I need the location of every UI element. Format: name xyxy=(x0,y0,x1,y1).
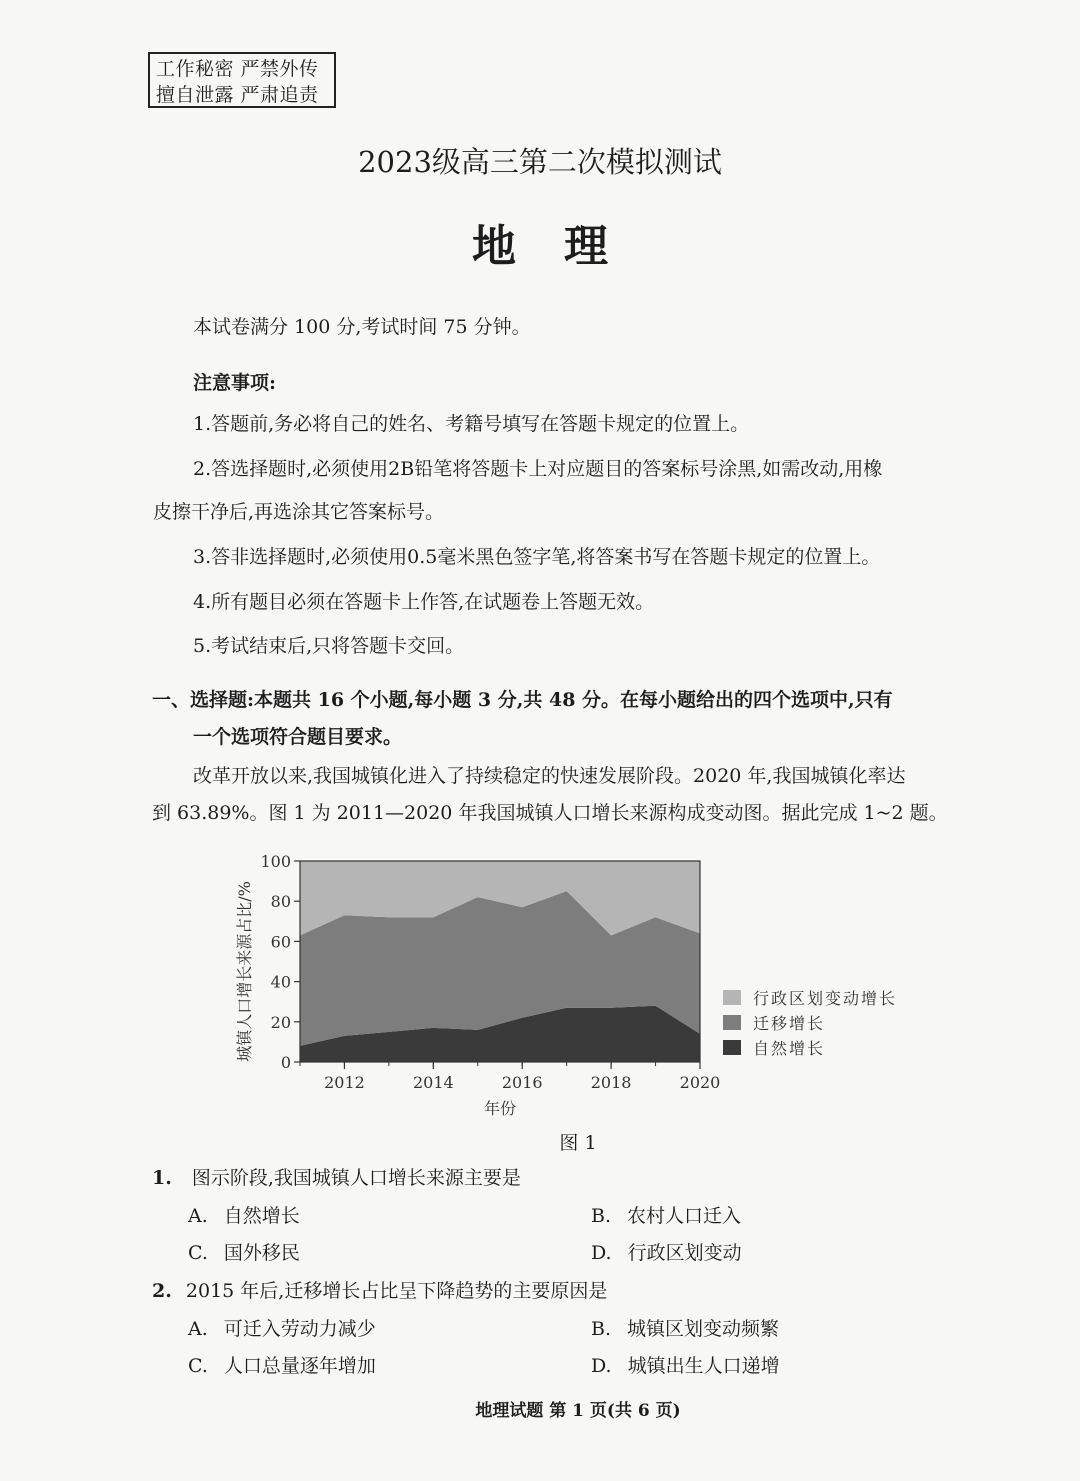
population-growth-chart xyxy=(230,845,930,1125)
legend-swatch xyxy=(723,1040,741,1055)
q1-option-a: A. 自然增长 xyxy=(188,1205,300,1227)
question-1 xyxy=(152,1163,521,1193)
y-tick-label: 40 xyxy=(270,972,291,992)
x-tick-label: 2020 xyxy=(679,1073,721,1092)
notes-title: 注意事项: xyxy=(193,372,277,394)
intro-text: 本试卷满分 100 分,考试时间 75 分钟。 xyxy=(193,316,531,338)
y-tick-label: 60 xyxy=(270,932,291,952)
question-1-number: 1. xyxy=(152,1167,172,1189)
chart-svg xyxy=(230,845,930,1125)
q1-option-b: B. 农村人口迁入 xyxy=(591,1205,742,1227)
note-item-2: 2.答选择题时,必须使用2B铅笔将答题卡上对应题目的答案标号涂黑,如需改动,用橡 xyxy=(193,458,883,480)
question-1-stem: 图示阶段,我国城镇人口增长来源主要是 xyxy=(191,1167,521,1189)
y-tick-label: 20 xyxy=(270,1012,291,1032)
x-tick-label: 2016 xyxy=(501,1073,543,1092)
figure-caption: 图 1 xyxy=(559,1132,597,1154)
passage-line-1: 改革开放以来,我国城镇化进入了持续稳定的快速发展阶段。2020 年,我国城镇化率达 xyxy=(193,765,906,787)
x-tick-label: 2012 xyxy=(324,1073,365,1092)
note-item-3: 3.答非选择题时,必须使用0.5毫米黑色签字笔,将答案书写在答题卡规定的位置上。 xyxy=(193,546,881,568)
y-tick-label: 0 xyxy=(280,1053,291,1072)
q2-option-d: D. 城镇出生人口递增 xyxy=(591,1355,780,1377)
x-tick-label: 2018 xyxy=(590,1073,632,1092)
y-tick-label: 100 xyxy=(260,852,291,871)
q2-option-b: B. 城镇区划变动频繁 xyxy=(591,1318,780,1340)
question-2 xyxy=(152,1276,607,1306)
question-2-stem: 2015 年后,迁移增长占比呈下降趋势的主要原因是 xyxy=(185,1280,608,1302)
y-axis-label: 城镇人口增长来源占比/% xyxy=(235,881,254,1062)
x-tick-label: 2014 xyxy=(412,1073,454,1092)
question-2-number: 2. xyxy=(152,1280,172,1302)
section-heading-line-1: 一、选择题:本题共 16 个小题,每小题 3 分,共 48 分。在每小题给出的四个选项中,只有 xyxy=(152,689,893,711)
legend-label: 行政区划变动增长 xyxy=(753,989,898,1008)
passage-line-2: 到 63.89%。图 1 为 2011—2020 年我国城镇人口增长来源构成变动图。据此完成 1~2 题。 xyxy=(152,802,948,824)
confidential-stamp xyxy=(148,52,336,108)
legend-label: 自然增长 xyxy=(753,1039,826,1058)
note-item-2-cont: 皮擦干净后,再选涂其它答案标号。 xyxy=(153,501,445,523)
legend-swatch xyxy=(723,1015,741,1030)
x-axis-label: 年份 xyxy=(483,1099,517,1118)
section-heading-line-2: 一个选项符合题目要求。 xyxy=(193,726,403,748)
subject-title: 地理 xyxy=(472,221,656,272)
legend-swatch xyxy=(723,990,741,1005)
note-item-5: 5.考试结束后,只将答题卡交回。 xyxy=(193,635,465,657)
y-tick-label: 80 xyxy=(270,892,291,912)
q2-option-a: A. 可迁入劳动力减少 xyxy=(188,1318,376,1340)
q2-option-c: C. 人口总量逐年增加 xyxy=(188,1355,376,1377)
exam-title: 2023级高三第二次模拟测试 xyxy=(358,145,722,179)
page-footer: 地理试题 第 1 页(共 6 页) xyxy=(475,1401,681,1421)
legend-label: 迁移增长 xyxy=(753,1014,826,1033)
note-item-1: 1.答题前,务必将自己的姓名、考籍号填写在答题卡规定的位置上。 xyxy=(193,413,750,435)
q1-option-d: D. 行政区划变动 xyxy=(591,1242,742,1264)
q1-option-c: C. 国外移民 xyxy=(188,1242,300,1264)
stamp-line-2: 擅自泄露 严肃追责 xyxy=(156,84,319,106)
stamp-line-1: 工作秘密 严禁外传 xyxy=(156,58,319,80)
note-item-4: 4.所有题目必须在答题卡上作答,在试题卷上答题无效。 xyxy=(193,591,655,613)
